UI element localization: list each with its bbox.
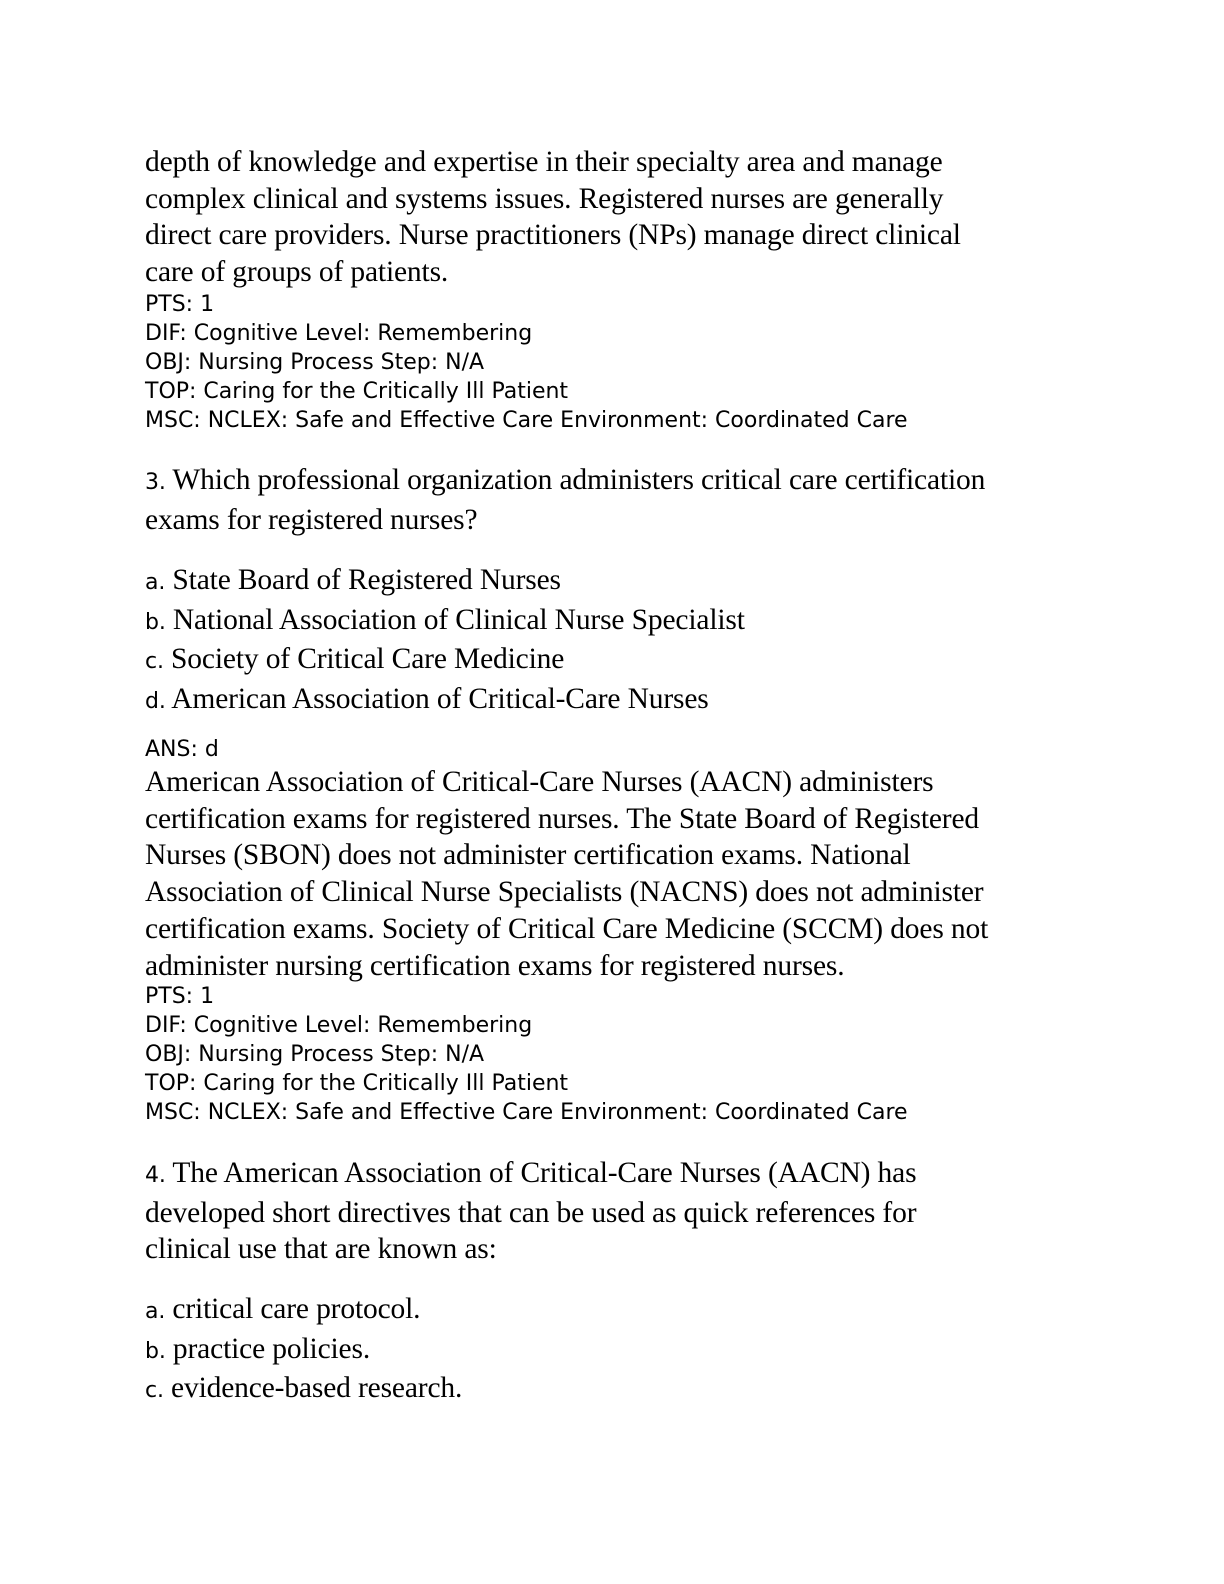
question-stem-line bbox=[145, 462, 1085, 502]
question-stem-line: exams for registered nurses? bbox=[145, 503, 478, 536]
meta-difficulty: DIF: Cognitive Level: Remembering bbox=[145, 1013, 533, 1038]
option-text: practice policies. bbox=[172, 1332, 371, 1365]
option-letter: d. bbox=[145, 689, 166, 715]
paragraph-line: depth of knowledge and expertise in their specialty area and manage bbox=[145, 146, 943, 178]
option-d bbox=[145, 681, 1085, 721]
question-3-answer bbox=[145, 735, 1085, 764]
rationale-line: American Association of Critical-Care Nurses (AACN) administers bbox=[145, 766, 934, 798]
option-text: American Association of Critical-Care Nurses bbox=[171, 683, 709, 716]
option-a bbox=[145, 1291, 1085, 1331]
rationale-line: administer nursing certification exams for registered nurses. bbox=[145, 949, 845, 982]
option-text: National Association of Clinical Nurse Specialist bbox=[172, 603, 745, 636]
question-4-options bbox=[145, 1291, 1085, 1410]
stem-text: The American Association of Critical-Care Nurses (AACN) has bbox=[172, 1157, 917, 1189]
meta-msc: MSC: NCLEX: Safe and Effective Care Environment: Coordinated Care bbox=[145, 1100, 908, 1125]
question-3-metadata bbox=[145, 982, 1085, 1127]
option-c bbox=[145, 641, 1085, 681]
rationale-line: certification exams. Society of Critical Care Medicine (SCCM) does not bbox=[145, 912, 989, 945]
question-3-options bbox=[145, 562, 1085, 721]
option-letter: a. bbox=[145, 570, 166, 595]
question-stem-line: clinical use that are known as: bbox=[145, 1233, 497, 1266]
option-b bbox=[145, 602, 1085, 642]
meta-topic: TOP: Caring for the Critically Ill Patient bbox=[145, 1071, 569, 1096]
question-number: 4. bbox=[145, 1163, 166, 1188]
paragraph-line: direct care providers. Nurse practitioners (NPs) manage direct clinical bbox=[145, 219, 961, 252]
question-stem-line: developed short directives that can be used as quick references for bbox=[145, 1196, 917, 1229]
option-letter: c. bbox=[145, 649, 164, 675]
answer-key: ANS: d bbox=[145, 737, 219, 762]
option-text: critical care protocol. bbox=[172, 1293, 421, 1325]
option-letter: c. bbox=[145, 1378, 164, 1404]
option-c bbox=[145, 1370, 1085, 1410]
meta-difficulty: DIF: Cognitive Level: Remembering bbox=[145, 321, 533, 346]
question-3-stem bbox=[145, 462, 1085, 538]
question-stem-line bbox=[145, 1155, 1085, 1195]
stem-text: Which professional organization administers critical care certification bbox=[172, 464, 986, 496]
option-b bbox=[145, 1331, 1085, 1371]
question-number: 3. bbox=[145, 470, 166, 495]
option-text: State Board of Registered Nurses bbox=[172, 564, 561, 596]
option-text: Society of Critical Care Medicine bbox=[171, 643, 565, 676]
meta-objective: OBJ: Nursing Process Step: N/A bbox=[145, 1042, 485, 1067]
meta-points: PTS: 1 bbox=[145, 292, 215, 317]
paragraph-line: complex clinical and systems issues. Registered nurses are generally bbox=[145, 182, 944, 215]
meta-msc: MSC: NCLEX: Safe and Effective Care Environment: Coordinated Care bbox=[145, 408, 908, 433]
meta-points: PTS: 1 bbox=[145, 984, 215, 1009]
intro-paragraph bbox=[145, 144, 1085, 291]
question-4-stem bbox=[145, 1155, 1085, 1268]
question-3-rationale bbox=[145, 764, 1085, 984]
option-letter: a. bbox=[145, 1299, 166, 1324]
rationale-line: Nurses (SBON) does not administer certification exams. National bbox=[145, 839, 911, 872]
meta-objective: OBJ: Nursing Process Step: N/A bbox=[145, 350, 485, 375]
meta-topic: TOP: Caring for the Critically Ill Patient bbox=[145, 379, 569, 404]
option-text: evidence-based research. bbox=[171, 1372, 463, 1405]
paragraph-line: care of groups of patients. bbox=[145, 256, 449, 289]
option-letter: b. bbox=[145, 1338, 166, 1364]
question-2-metadata bbox=[145, 290, 1085, 435]
option-a bbox=[145, 562, 1085, 602]
rationale-line: certification exams for registered nurses. The State Board of Registered bbox=[145, 802, 980, 835]
option-letter: b. bbox=[145, 609, 166, 635]
rationale-line: Association of Clinical Nurse Specialists (NACNS) does not administer bbox=[145, 876, 984, 909]
